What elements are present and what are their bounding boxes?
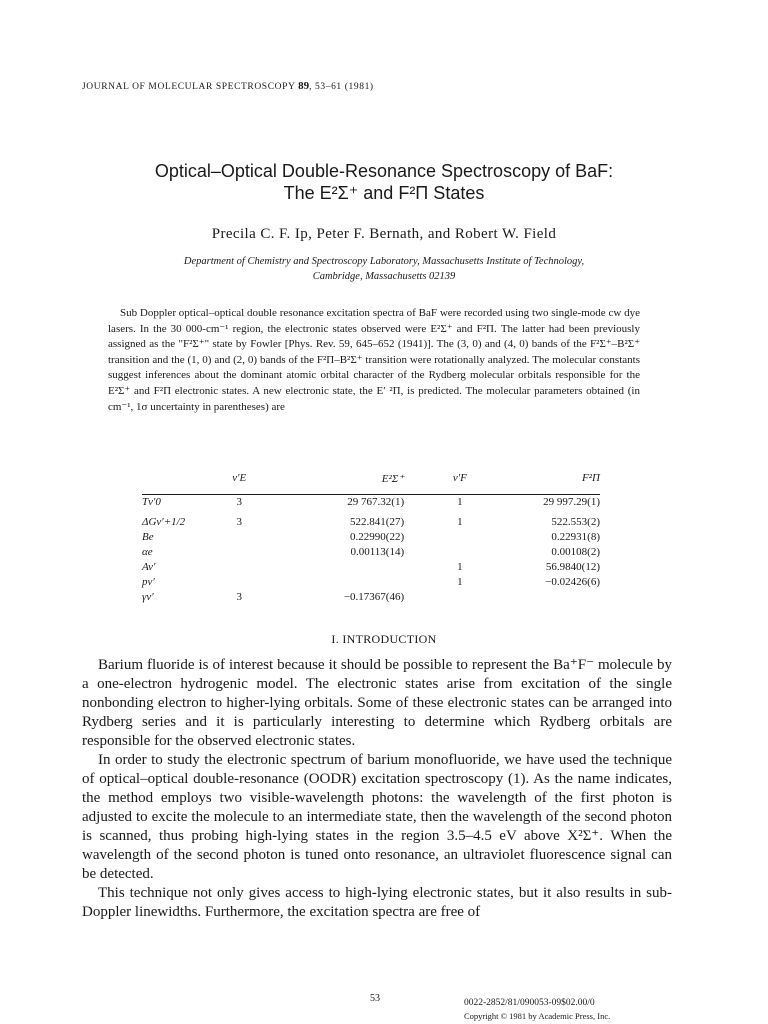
journal-header: JOURNAL OF MOLECULAR SPECTROSCOPY 89, 53–61 (1981) <box>82 80 374 92</box>
table-cell: 3 <box>236 496 242 508</box>
table-cell <box>420 545 499 560</box>
table-cell: 1 <box>457 496 463 508</box>
table-row <box>142 510 600 530</box>
table-cell: 29 767.32(1) <box>347 496 405 508</box>
body-text <box>82 656 672 922</box>
section-heading: I. INTRODUCTION <box>331 632 437 646</box>
table-cell: 0.22990(22) <box>350 531 405 543</box>
journal-pages: 53–61 (1981) <box>315 82 374 92</box>
journal-name: JOURNAL OF MOLECULAR SPECTROSCOPY <box>82 82 296 92</box>
table-cell: 56.9840(12) <box>545 561 600 573</box>
parameter-symbol: Av′ <box>142 561 156 573</box>
parameter-symbol: ΔGv′+1/2 <box>142 516 186 528</box>
table-header-cell: v′E <box>207 468 272 495</box>
table-cell <box>207 575 272 590</box>
parameter-symbol: pv′ <box>142 576 155 588</box>
paragraph: This technique not only gives access to high-lying electronic states, but it also results in sub-Doppler linewidths. Furthermore, the excitation spectra are free of <box>82 885 672 920</box>
table-cell <box>207 530 272 545</box>
table-cell: 0.22931(8) <box>551 531 600 543</box>
title-line-2: The E²Σ⁺ and F²Π States <box>283 183 485 203</box>
table-cell: 1 <box>457 561 463 573</box>
table-cell <box>420 590 499 605</box>
footer-code <box>464 997 610 1023</box>
table-cell: 522.553(2) <box>551 516 600 528</box>
affiliation-line-2: Cambridge, Massachusetts 02139 <box>312 271 456 282</box>
table-cell: 0.00108(2) <box>551 546 600 558</box>
table-header-cell <box>142 468 207 495</box>
table-cell: 522.841(27) <box>350 516 405 528</box>
table-header-cell: F²Π <box>500 468 600 495</box>
table-cell: 3 <box>236 591 242 603</box>
copyright-notice: Copyright © 1981 by Academic Press, Inc. <box>464 1011 611 1021</box>
table-cell: 3 <box>236 516 242 528</box>
paragraph: In order to study the electronic spectrum of barium monofluoride, we have used the technique of optical–optical double-resonance (OODR) excitation spectroscopy (1). As the name indicates, the method employs two visible-wavelength photons: the wavelength of the first photon is adjusted to excite the molecule to an intermediate state, then the wavelength of the second photon is scanned, thus probing high-lying states in the region 3.5–4.5 eV above X²Σ⁺. When the wavelength of the second photon is tuned onto resonance, an ultraviolet fluorescence signal can be detected. <box>82 752 672 882</box>
table-cell <box>272 575 420 590</box>
table-cell: 0.00113(14) <box>350 546 405 558</box>
affiliation <box>60 254 708 284</box>
table-cell <box>500 590 600 605</box>
parameter-symbol: αe <box>142 546 153 558</box>
table-header-cell: E²Σ⁺ <box>272 468 420 495</box>
table-row <box>142 575 600 590</box>
table-row <box>142 495 600 511</box>
table-row <box>142 545 600 560</box>
abstract: Sub Doppler optical–optical double resonance excitation spectra of BaF were recorded using two single-mode cw dye lasers. In the 30 000-cm⁻¹ region, the electronic states observed were E²Σ⁺ and F²Π. The latter had been previously assigned as the "F²Σ⁺" state by Fowler [Phys. Rev. 59, 645–652 (1941)]. The (3, 0) and (4, 0) bands of the F²Σ⁺–B²Σ⁺ transition and the (1, 0) and (2, 0) bands of the F²Π–B²Σ⁺ transition were rotationally analyzed. The molecular constants suggest inferences about the dominant atomic orbital character of the Rydberg molecular orbitals responsible for the E²Σ⁺ and F²Π electronic states. A new electronic state, the E′ ²Π, is predicted. The molecular parameters obtained (in cm⁻¹, 1σ uncertainty in parentheses) are <box>108 307 640 413</box>
article-code: 0022-2852/81/090053-09$02.00/0 <box>464 998 595 1008</box>
table-cell: 1 <box>457 576 463 588</box>
parameter-symbol: γv′ <box>142 591 154 603</box>
affiliation-line-1: Department of Chemistry and Spectroscopy Laboratory, Massachusetts Institute of Technology, <box>183 256 585 267</box>
title-line-1: Optical–Optical Double-Resonance Spectroscopy of BaF: <box>154 161 614 181</box>
table-cell <box>420 530 499 545</box>
table-row <box>142 560 600 575</box>
paragraph: Barium fluoride is of interest because it should be possible to represent the Ba⁺F⁻ molecule by a one-electron hydrogenic model. The electronic states arise from excitation of the single nonbonding electron to higher-lying orbitals. Some of these electronic states can be arranged into Rydberg series and it is particularly interesting to determine which Rydberg orbitals are responsible for the observed electronic states. <box>82 657 672 749</box>
table-cell: −0.17367(46) <box>343 591 405 603</box>
journal-volume: 89 <box>298 80 310 92</box>
table-cell: 29 997.29(1) <box>543 496 600 508</box>
table-cell <box>272 560 420 575</box>
table-header-cell: v′F <box>420 468 499 495</box>
table-cell <box>207 560 272 575</box>
paper-title <box>60 160 708 204</box>
table-row <box>142 590 600 605</box>
parameter-symbol: Be <box>142 531 154 543</box>
table-header-row <box>142 468 600 495</box>
table-cell: 1 <box>457 516 463 528</box>
page-number: 53 <box>370 993 380 1004</box>
author-list: Precila C. F. Ip, Peter F. Bernath, and Robert W. Field <box>211 226 557 242</box>
table-row <box>142 530 600 545</box>
table-cell <box>207 545 272 560</box>
molecular-parameters-table <box>142 468 600 605</box>
table-cell: −0.02426(6) <box>545 576 600 588</box>
parameter-symbol: Tv′0 <box>142 496 161 508</box>
